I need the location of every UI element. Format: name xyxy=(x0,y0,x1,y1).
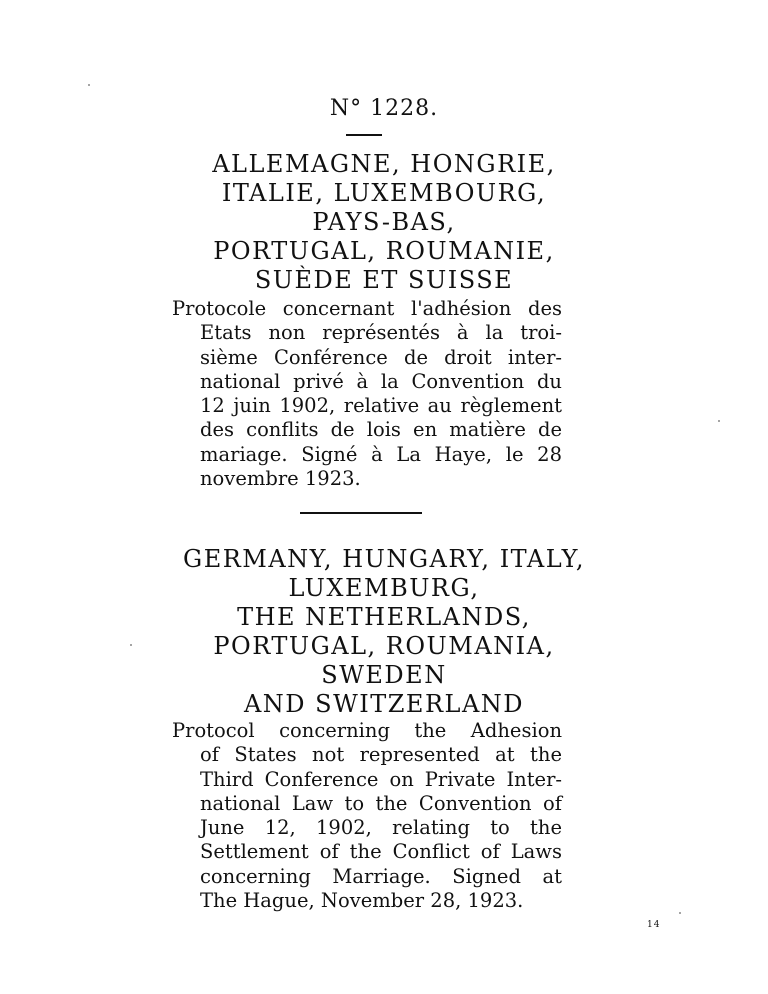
short-divider xyxy=(346,134,382,136)
english-text-line: of States not represented at the xyxy=(200,743,562,767)
french-text-line: 12 juin 1902, relative au règlement xyxy=(200,394,562,418)
english-title-line: PORTUGAL, ROUMANIA, xyxy=(213,632,555,660)
french-title xyxy=(0,150,768,295)
french-title-line: PORTUGAL, ROUMANIE, xyxy=(213,237,555,265)
english-title xyxy=(0,545,768,719)
english-text-line: Settlement of the Conflict of Laws xyxy=(200,840,562,864)
english-title-line: LUXEMBURG, xyxy=(288,574,480,602)
english-text-line: Protocol concerning the Adhesion xyxy=(172,719,562,742)
english-text-line: The Hague, November 28, 1923. xyxy=(200,889,524,913)
page-number: 14 xyxy=(647,920,661,930)
french-text-line: Etats non représentés à la troi- xyxy=(200,321,562,345)
french-description xyxy=(172,297,562,491)
french-title-line: ITALIE, LUXEMBOURG, xyxy=(221,179,547,207)
english-text-line: concerning Marriage. Signed at xyxy=(200,864,562,888)
french-text-line: sième Conférence de droit inter- xyxy=(200,345,562,369)
treaty-number: N° 1228. xyxy=(329,96,439,121)
english-title-line: THE NETHERLANDS, xyxy=(237,603,531,631)
french-text-line: des conflits de lois en matière de xyxy=(200,418,562,442)
print-speck xyxy=(679,912,681,914)
french-title-line: PAYS-BAS, xyxy=(312,208,456,236)
english-text-line: June 12, 1902, relating to the xyxy=(200,816,562,840)
french-text-line: national privé à la Convention du xyxy=(200,369,562,393)
french-title-line: SUÈDE ET SUISSE xyxy=(254,266,514,294)
english-description xyxy=(172,719,562,913)
english-title-line: SWEDEN xyxy=(321,661,447,689)
english-title-line: GERMANY, HUNGARY, ITALY, xyxy=(183,545,585,573)
french-title-line: ALLEMAGNE, HONGRIE, xyxy=(212,150,556,178)
english-text-line: national Law to the Convention of xyxy=(200,791,562,815)
french-text-line: novembre 1923. xyxy=(200,467,361,491)
english-title-line: AND SWITZERLAND xyxy=(243,690,525,718)
print-speck xyxy=(88,84,90,86)
print-speck xyxy=(718,420,720,422)
french-text-line: mariage. Signé à La Haye, le 28 xyxy=(200,442,562,466)
print-speck xyxy=(130,644,132,646)
french-text-line: Protocole concernant l'adhésion des xyxy=(172,297,562,320)
english-text-line: Third Conference on Private Inter- xyxy=(200,767,562,791)
section-divider xyxy=(300,512,422,514)
